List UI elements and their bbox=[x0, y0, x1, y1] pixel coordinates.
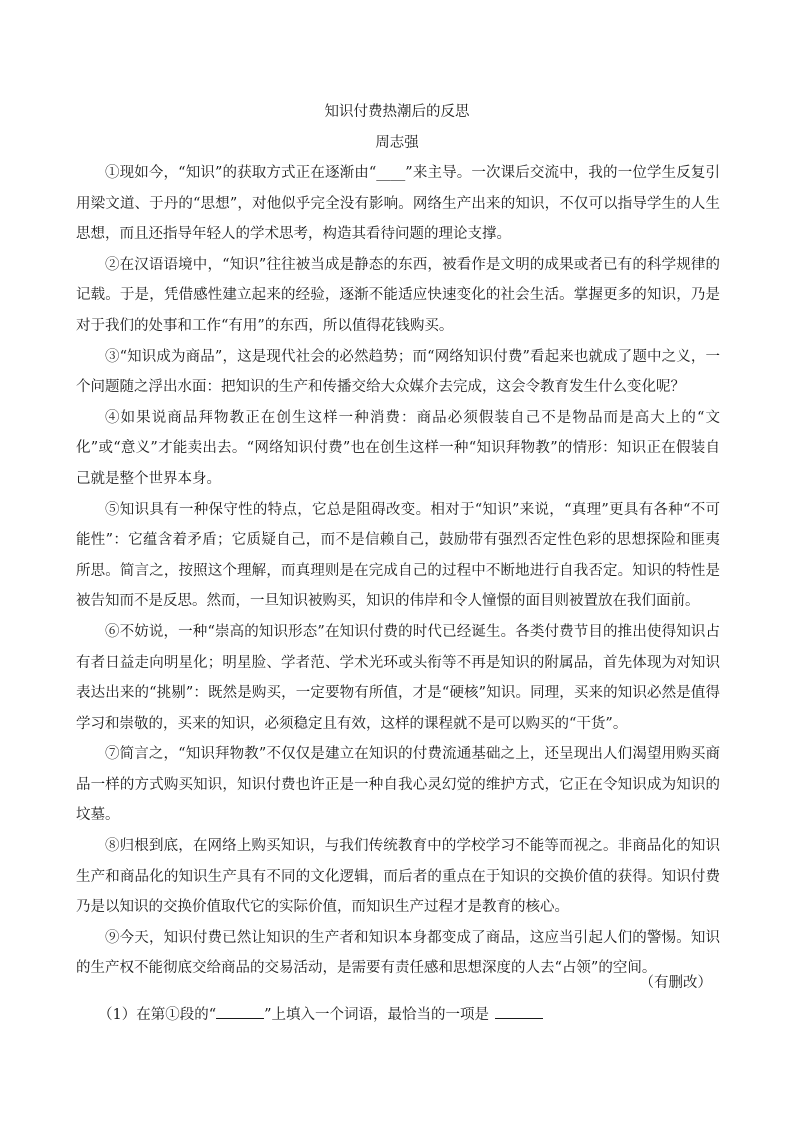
article-body bbox=[76, 158, 720, 984]
question-1 bbox=[98, 1004, 718, 1026]
paragraph-1: ①现如今，“知识”的获取方式正在逐渐由“____”来主导。一次课后交流中，我的一位学生反复引用梁文道、于丹的“思想”，对他似乎完全没有影响。网络生产出来的知识，不仅可以指导学生的人生思想，而且还指导年轻人的学术思考，构造其看待问题的理论支撑。 bbox=[76, 165, 720, 243]
paragraph-3: ③“知识成为商品”，这是现代社会的必然趋势；而“网络知识付费”看起来也就成了题中之义，一个问题随之浮出水面：把知识的生产和传播交给大众媒介去完成，这会令教育发生什么变化呢？ bbox=[76, 348, 720, 396]
paragraph-5: ⑤知识具有一种保守性的特点，它总是阻碍改变。相对于“知识”来说，“真理”更具有各种“不可能性”：它蕴含着矛盾；它质疑自己，而不是信赖自己，鼓励带有强烈否定性色彩的思想探险和匪夷所思。简言之，按照这个理解，而真理则是在完成自己的过程中不断地进行自我否定。知识的特性是被告知而不是反思。然而，一旦知识被购买，知识的伟岸和令人憧憬的面目则被置放在我们面前。 bbox=[76, 501, 720, 610]
question-middle: ”上填入一个词语，最恰当的一项是 bbox=[264, 1007, 490, 1023]
paragraph-8: ⑧归根到底，在网络上购买知识，与我们传统教育中的学校学习不能等而视之。非商品化的知识生产和商品化的知识生产具有不同的文化逻辑，而后者的重点在于知识的交换价值的获得。知识付费乃是以知识的交换价值取代它的实际价值，而知识生产过程才是教育的核心。 bbox=[76, 838, 720, 916]
paragraph-4: ④如果说商品拜物教正在创生这样一种消费：商品必须假装自己不是物品而是高大上的“文化”或“意义”才能卖出去。“网络知识付费”也在创生这样一种“知识拜物教”的情形：知识正在假装自己就是整个世界本身。 bbox=[76, 409, 720, 487]
article-title: 知识付费热潮后的反思 bbox=[324, 104, 470, 120]
article-author: 周志强 bbox=[375, 135, 419, 151]
source-note: （有删改） bbox=[639, 975, 712, 991]
answer-blank[interactable] bbox=[495, 1004, 543, 1019]
paragraph-6: ⑥不妨说，一种“崇高的知识形态”在知识付费的时代已经诞生。各类付费节目的推出使得知识占有者日益走向明星化；明星脸、学者范、学术光环或头衔等不再是知识的附属品，首先体现为对知识表达出来的“挑剔”：既然是购买，一定要物有所值，才是“硬核”知识。同理，买来的知识必然是值得学习和崇敬的，买来的知识，必须稳定且有效，这样的课程就不是可以购买的“干货”。 bbox=[76, 623, 720, 732]
paragraph-9: ⑨今天，知识付费已然让知识的生产者和知识本身都变成了商品，这应当引起人们的警惕。知识的生产权不能彻底交给商品的交易活动，是需要有责任感和思想深度的人去“占领”的空间。 bbox=[76, 929, 720, 977]
paragraph-7: ⑦简言之，“知识拜物教”不仅仅是建立在知识的付费流通基础之上，还呈现出人们渴望用购买商品一样的方式购买知识，知识付费也许正是一种自我心灵幻觉的维护方式，它正在令知识成为知识的坟墓。 bbox=[76, 746, 720, 824]
fill-blank[interactable] bbox=[216, 1004, 264, 1019]
question-prefix: （1）在第①段的“ bbox=[98, 1007, 217, 1023]
paragraph-2: ②在汉语语境中，“知识”往往被当成是静态的东西，被看作是文明的成果或者已有的科学规律的记载。于是，凭借感性建立起来的经验，逐渐不能适应快速变化的社会生活。掌握更多的知识，乃是对于我们的处事和工作“有用”的东西，所以值得花钱购买。 bbox=[76, 256, 720, 334]
